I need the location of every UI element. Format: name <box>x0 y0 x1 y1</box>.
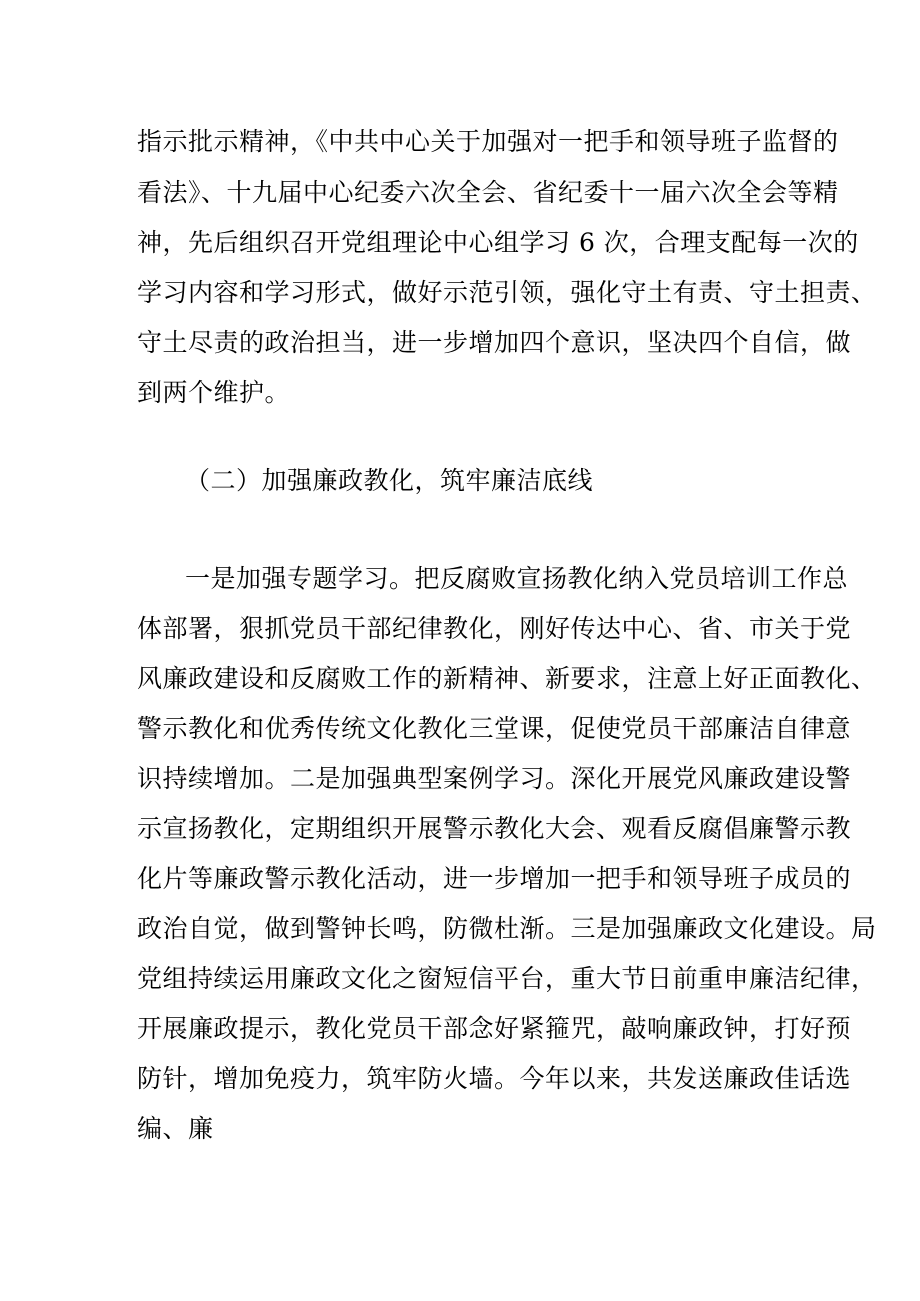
paragraph1-line-2: 看法》、十九届中心纪委六次全会、省纪委十一届六次全会等精 <box>137 178 839 207</box>
paragraph1-line-6: 到两个维护。 <box>137 378 291 407</box>
paragraph2-line-9: 党组持续运用廉政文化之窗短信平台，重大节日前重申廉洁纪律， <box>137 964 877 993</box>
paragraph2-line-6: 示宣扬教化，定期组织开展警示教化大会、观看反腐倡廉警示教 <box>137 814 852 843</box>
paragraph2-line-2: 体部署，狠抓党员干部纪律教化，刚好传达中心、省、市关于党 <box>137 614 852 643</box>
paragraph2-line-3: 风廉政建设和反腐败工作的新精神、新要求，注意上好正面教化、 <box>137 664 877 693</box>
paragraph2-line-11: 防针，增加免疫力，筑牢防火墙。今年以来，共发送廉政佳话选 <box>137 1064 852 1093</box>
paragraph1-line-1: 指示批示精神，《中共中心关于加强对一把手和领导班子监督的 <box>137 127 839 156</box>
paragraph2-line-8: 政治自觉，做到警钟长鸣，防微杜渐。三是加强廉政文化建设。局 <box>137 914 877 943</box>
paragraph2-line-7: 化片等廉政警示教化活动，进一步增加一把手和领导班子成员的 <box>137 864 852 893</box>
paragraph2-line-1: 一是加强专题学习。把反腐败宣扬教化纳入党员培训工作总 <box>185 564 849 593</box>
paragraph2-line-10: 开展廉政提示，教化党员干部念好紧箍咒，敲响廉政钟，打好预 <box>137 1014 852 1043</box>
paragraph2-line-5: 识持续增加。二是加强典型案例学习。深化开展党风廉政建设警 <box>137 764 852 793</box>
paragraph1-line-5: 守土尽责的政治担当，进一步增加四个意识，坚决四个自信，做 <box>137 328 852 357</box>
paragraph2-line-4: 警示教化和优秀传统文化教化三堂课，促使党员干部廉洁自律意 <box>137 714 852 743</box>
paragraph2-line-12: 编、廉 <box>137 1114 214 1143</box>
paragraph1-line-3: 神，先后组织召开党组理论中心组学习 6 次，合理支配每一次的 <box>137 228 859 257</box>
paragraph1-line-4: 学习内容和学习形式，做好示范引领，强化守土有责、守土担责、 <box>137 278 877 307</box>
section-heading: （二）加强廉政教化，筑牢廉洁底线 <box>185 466 594 495</box>
